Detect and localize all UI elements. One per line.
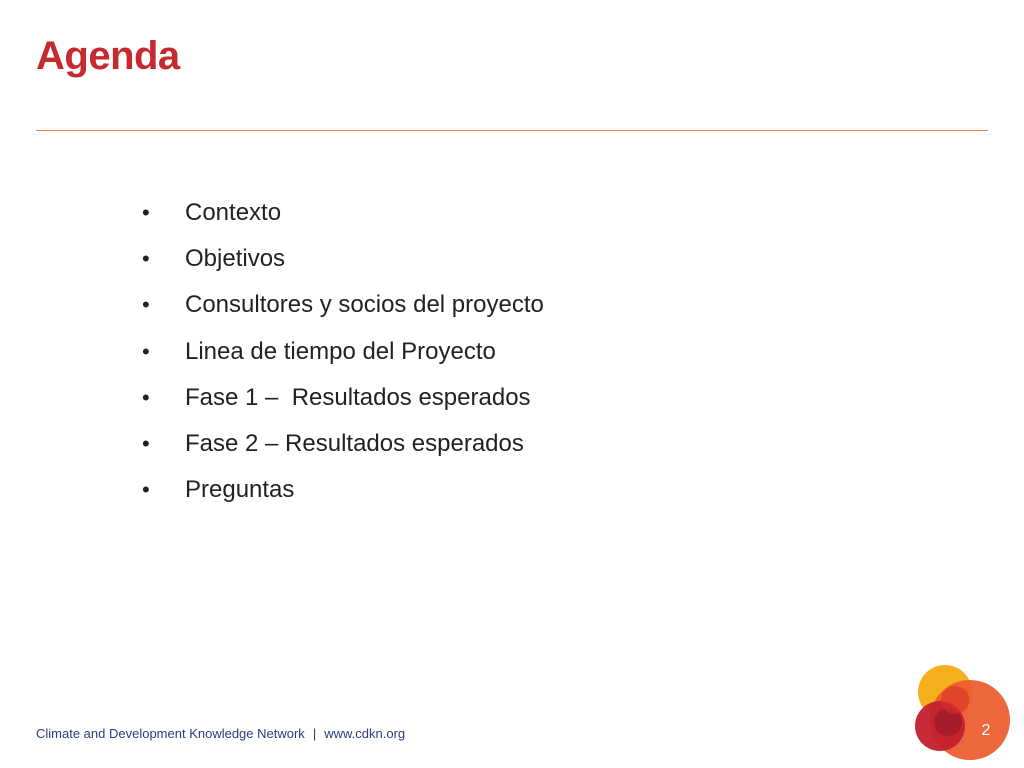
list-item	[142, 421, 544, 467]
list-item-text: Contexto	[185, 199, 282, 227]
list-item-text: Preguntas	[185, 476, 295, 504]
footer-url: www.cdkn.org	[324, 726, 406, 741]
bullet-icon: •	[142, 200, 150, 226]
footer-org: Climate and Development Knowledge Network	[36, 726, 305, 741]
list-item	[142, 375, 544, 421]
list-item-text: Fase 1 – Resultados esperados	[185, 383, 531, 411]
list-item-text: Consultores y socios del proyecto	[185, 291, 544, 319]
bullet-icon: •	[142, 246, 150, 272]
list-item	[142, 467, 544, 513]
bullet-icon: •	[142, 384, 150, 410]
list-item	[142, 236, 544, 282]
footer	[36, 726, 405, 741]
list-item	[142, 329, 544, 375]
bullet-icon: •	[142, 477, 150, 503]
bullet-icon: •	[142, 431, 150, 457]
title-divider	[36, 130, 988, 131]
bullet-icon: •	[142, 292, 150, 318]
agenda-list	[142, 190, 544, 513]
list-item	[142, 282, 544, 328]
logo-orange-red-overlap	[941, 686, 969, 714]
footer-separator: |	[312, 726, 317, 741]
list-item-text: Objetivos	[185, 245, 286, 273]
bullet-icon: •	[142, 338, 150, 364]
list-item-text: Fase 2 – Resultados esperados	[185, 430, 524, 458]
list-item	[142, 190, 544, 236]
page-number: 2	[981, 722, 991, 739]
list-item-text: Linea de tiempo del Proyecto	[185, 337, 496, 365]
cdkn-logo-icon	[905, 660, 1015, 765]
slide-title: Agenda	[36, 34, 180, 78]
